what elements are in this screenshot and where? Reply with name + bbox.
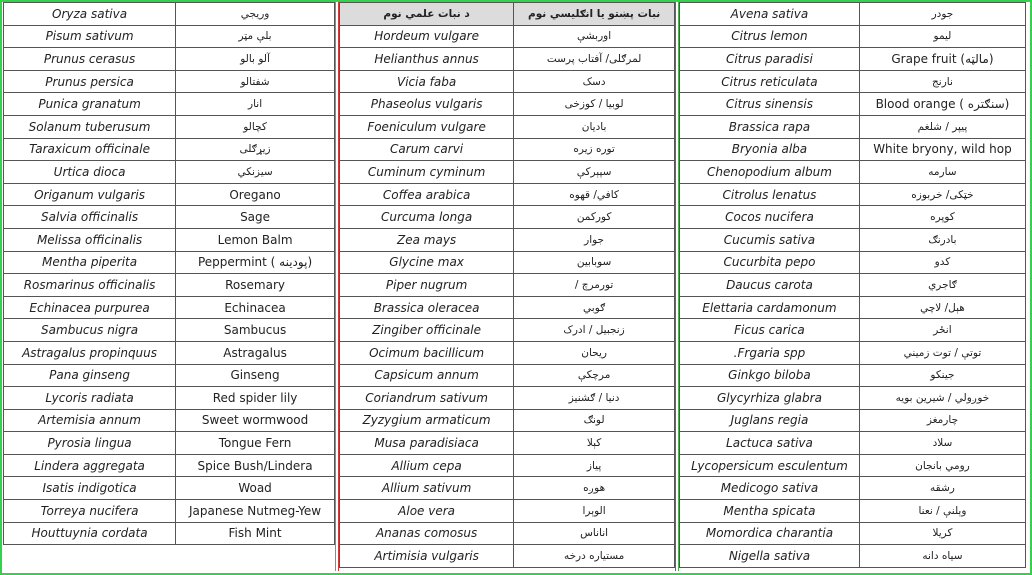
scientific-name-cell: Oryza sativa (4, 3, 176, 26)
table-row (4, 48, 335, 71)
scientific-name-cell: Pyrosia lingua (4, 432, 176, 455)
scientific-name-cell: Ficus carica (680, 319, 860, 342)
table-row (340, 228, 675, 251)
common-name-cell: Fish Mint (176, 522, 335, 545)
table-row (4, 138, 335, 161)
table-row (340, 477, 675, 500)
scientific-name-cell: Coffea arabica (340, 183, 514, 206)
table-row (4, 296, 335, 319)
common-name-cell: اوربشې (514, 25, 675, 48)
common-name-cell: اناناس (514, 522, 675, 545)
plant-table (3, 2, 335, 545)
table-row (680, 319, 1026, 342)
scientific-name-cell: Chenopodium album (680, 161, 860, 184)
common-name-cell: کدو (859, 251, 1025, 274)
plant-table-left (3, 2, 336, 571)
table-row (4, 387, 335, 410)
table-row (680, 341, 1026, 364)
table-row (340, 274, 675, 297)
plant-table (679, 2, 1026, 568)
scientific-name-cell: Daucus carota (680, 274, 860, 297)
table-row (4, 341, 335, 364)
scientific-name-cell: Cocos nucifera (680, 206, 860, 229)
scientific-name-cell: Momordica charantia (680, 522, 860, 545)
table-row (4, 70, 335, 93)
scientific-name-cell: Pisum sativum (4, 25, 176, 48)
common-name-cell: جوار (514, 228, 675, 251)
common-name-cell: توتې / توت زمیني (859, 341, 1025, 364)
scientific-name-cell: Capsicum annum (340, 364, 514, 387)
common-name-cell: بادرنګ (859, 228, 1025, 251)
common-name-cell: وېلنې / نعنا (859, 500, 1025, 523)
common-name-cell: توره زیره (514, 138, 675, 161)
common-name-cell: ګوبي (514, 296, 675, 319)
scientific-name-cell: Vicia faba (340, 70, 514, 93)
table-header-row (340, 3, 675, 26)
table-row (680, 70, 1026, 93)
scientific-name-cell: Glycine max (340, 251, 514, 274)
common-name-cell: White bryony, wild hop (859, 138, 1025, 161)
table-row (340, 522, 675, 545)
scientific-name-cell: Rosmarinus officinalis (4, 274, 176, 297)
table-row (4, 251, 335, 274)
table-row (680, 115, 1026, 138)
common-name-cell: Sweet wormwood (176, 409, 335, 432)
table-row (680, 409, 1026, 432)
common-name-cell: Peppermint ( پودینه) (176, 251, 335, 274)
common-name-cell: Ginseng (176, 364, 335, 387)
table-row (340, 93, 675, 116)
scientific-name-cell: Isatis indigotica (4, 477, 176, 500)
table-row (680, 274, 1026, 297)
table-row (340, 183, 675, 206)
scientific-name-cell: Helianthus annus (340, 48, 514, 71)
scientific-name-cell: Carum carvi (340, 138, 514, 161)
table-row (680, 93, 1026, 116)
common-name-cell: پيپر / شلغم (859, 115, 1025, 138)
table-row (680, 522, 1026, 545)
table-row (340, 409, 675, 432)
scientific-name-cell: Citrus reticulata (680, 70, 860, 93)
header-common-name: نبات پښتو يا انګليسي نوم (514, 3, 675, 26)
table-row (680, 228, 1026, 251)
table-row (680, 387, 1026, 410)
table-row (340, 48, 675, 71)
common-name-cell: دسک (514, 70, 675, 93)
common-name-cell: کوپره (859, 206, 1025, 229)
table-row (340, 432, 675, 455)
scientific-name-cell: Punica granatum (4, 93, 176, 116)
common-name-cell: سپېرکې (514, 161, 675, 184)
scientific-name-cell: Zingiber officinale (340, 319, 514, 342)
table-row (340, 364, 675, 387)
scientific-name-cell: Glycyrhiza glabra (680, 387, 860, 410)
table-row (680, 432, 1026, 455)
common-name-cell: خوږولي / شيرين بويه (859, 387, 1025, 410)
common-name-cell: لوبیا / کوزخی (514, 93, 675, 116)
table-row (4, 319, 335, 342)
table-row (4, 364, 335, 387)
scientific-name-cell: Bryonia alba (680, 138, 860, 161)
table-row (4, 25, 335, 48)
scientific-name-cell: Citrus sinensis (680, 93, 860, 116)
table-row (4, 206, 335, 229)
scientific-name-cell: Citrus paradisi (680, 48, 860, 71)
common-name-cell: هوږه (514, 477, 675, 500)
common-name-cell: Japanese Nutmeg-Yew (176, 500, 335, 523)
table-row (4, 93, 335, 116)
common-name-cell: زنجبیل / ادرک (514, 319, 675, 342)
common-name-cell: شفتالو (176, 70, 335, 93)
common-name-cell: وريجي (176, 3, 335, 26)
scientific-name-cell: Elettaria cardamonum (680, 296, 860, 319)
common-name-cell: جودر (859, 3, 1025, 26)
scientific-name-cell: Foeniculum vulgare (340, 115, 514, 138)
common-name-cell: انځر (859, 319, 1025, 342)
table-row (680, 454, 1026, 477)
scientific-name-cell: Cucurbita pepo (680, 251, 860, 274)
scientific-name-cell: .Frgaria spp (680, 341, 860, 364)
scientific-name-cell: Melissa officinalis (4, 228, 176, 251)
table-row (340, 545, 675, 568)
scientific-name-cell: Allium sativum (340, 477, 514, 500)
common-name-cell: کريلا (859, 522, 1025, 545)
common-name-cell: Rosemary (176, 274, 335, 297)
table-row (340, 319, 675, 342)
scientific-name-cell: Lactuca sativa (680, 432, 860, 455)
scientific-name-cell: Solanum tuberusum (4, 115, 176, 138)
common-name-cell: آلو بالو (176, 48, 335, 71)
table-row (680, 3, 1026, 26)
table-row (4, 454, 335, 477)
scientific-name-cell: Ananas comosus (340, 522, 514, 545)
common-name-cell: Echinacea (176, 296, 335, 319)
scientific-name-cell: Prunus persica (4, 70, 176, 93)
scientific-name-cell: Medicogo sativa (680, 477, 860, 500)
common-name-cell: لمرګلی/ آفتاب پرست (514, 48, 675, 71)
common-name-cell: الوېرا (514, 500, 675, 523)
table-row (680, 477, 1026, 500)
common-name-cell: هېل/ لاچي (859, 296, 1025, 319)
common-name-cell: ليمو (859, 25, 1025, 48)
scientific-name-cell: Mentha piperita (4, 251, 176, 274)
common-name-cell: جينکو (859, 364, 1025, 387)
common-name-cell: سوبابين (514, 251, 675, 274)
table-row (680, 364, 1026, 387)
table-row (4, 432, 335, 455)
scientific-name-cell: Brassica oleracea (340, 296, 514, 319)
table-row (4, 183, 335, 206)
scientific-name-cell: Citrus lemon (680, 25, 860, 48)
scientific-name-cell: Cuminum cyminum (340, 161, 514, 184)
scientific-name-cell: Coriandrum sativum (340, 387, 514, 410)
scientific-name-cell: Taraxicum officinale (4, 138, 176, 161)
common-name-cell: Grape fruit (مالټه) (859, 48, 1025, 71)
common-name-cell: پیاز (514, 454, 675, 477)
table-row (4, 522, 335, 545)
table-row (340, 251, 675, 274)
common-name-cell: Tongue Fern (176, 432, 335, 455)
scientific-name-cell: Astragalus propinquus (4, 341, 176, 364)
common-name-cell: بلې مټر (176, 25, 335, 48)
table-row (680, 48, 1026, 71)
table-row (680, 500, 1026, 523)
common-name-cell: دنيا / ګشنيز (514, 387, 675, 410)
table-row (340, 454, 675, 477)
scientific-name-cell: Zyzygium armaticum (340, 409, 514, 432)
scientific-name-cell: Ginkgo biloba (680, 364, 860, 387)
common-name-cell: زيړګلی (176, 138, 335, 161)
table-row (680, 25, 1026, 48)
common-name-cell: سياه دانه (859, 545, 1025, 568)
common-name-cell: سيزنکي (176, 161, 335, 184)
scientific-name-cell: Lycoris radiata (4, 387, 176, 410)
scientific-name-cell: Torreya nucifera (4, 500, 176, 523)
scientific-name-cell: Pana ginseng (4, 364, 176, 387)
common-name-cell: چارمغز (859, 409, 1025, 432)
table-row (4, 115, 335, 138)
common-name-cell: مستياره درخه (514, 545, 675, 568)
table-row (340, 341, 675, 364)
scientific-name-cell: Avena sativa (680, 3, 860, 26)
common-name-cell: رومي بانجان (859, 454, 1025, 477)
common-name-cell: Sage (176, 206, 335, 229)
table-row (340, 115, 675, 138)
common-name-cell: خټکی/ خربوزه (859, 183, 1025, 206)
scientific-name-cell: Echinacea purpurea (4, 296, 176, 319)
common-name-cell: نارنج (859, 70, 1025, 93)
scientific-name-cell: Allium cepa (340, 454, 514, 477)
common-name-cell: Red spider lily (176, 387, 335, 410)
scientific-name-cell: Artemisia annum (4, 409, 176, 432)
plant-table-middle (338, 2, 676, 571)
common-name-cell: مرچکې (514, 364, 675, 387)
scientific-name-cell: Lycopersicum esculentum (680, 454, 860, 477)
scientific-name-cell: Hordeum vulgare (340, 25, 514, 48)
common-name-cell: Astragalus (176, 341, 335, 364)
common-name-cell: ګاجري (859, 274, 1025, 297)
common-name-cell: Sambucus (176, 319, 335, 342)
table-row (680, 296, 1026, 319)
scientific-name-cell: Aloe vera (340, 500, 514, 523)
table-row (340, 138, 675, 161)
common-name-cell: تورمرچ / (514, 274, 675, 297)
scientific-name-cell: Salvia officinalis (4, 206, 176, 229)
scientific-name-cell: Origanum vulgaris (4, 183, 176, 206)
scientific-name-cell: Juglans regia (680, 409, 860, 432)
scientific-name-cell: Cucumis sativa (680, 228, 860, 251)
common-name-cell: لونګ (514, 409, 675, 432)
scientific-name-cell: Sambucus nigra (4, 319, 176, 342)
table-row (340, 296, 675, 319)
scientific-name-cell: Ocimum bacillicum (340, 341, 514, 364)
common-name-cell: سلاد (859, 432, 1025, 455)
table-row (340, 206, 675, 229)
scientific-name-cell: Musa paradisiaca (340, 432, 514, 455)
table-row (4, 161, 335, 184)
table-row (680, 251, 1026, 274)
table-row (4, 3, 335, 26)
table-row (4, 500, 335, 523)
scientific-name-cell: Phaseolus vulgaris (340, 93, 514, 116)
table-row (340, 500, 675, 523)
scientific-name-cell: Artimisia vulgaris (340, 545, 514, 568)
scientific-name-cell: Lindera aggregata (4, 454, 176, 477)
scientific-name-cell: Curcuma longa (340, 206, 514, 229)
table-row (680, 545, 1026, 568)
table-row (340, 161, 675, 184)
common-name-cell: کچالو (176, 115, 335, 138)
table-row (4, 274, 335, 297)
scientific-name-cell: Prunus cerasus (4, 48, 176, 71)
table-row (340, 387, 675, 410)
header-scientific-name: د نبات علمي نوم (340, 3, 514, 26)
plant-table (339, 2, 675, 568)
plant-table-right (678, 2, 1026, 571)
common-name-cell: ریحان (514, 341, 675, 364)
table-row (4, 477, 335, 500)
table-row (340, 25, 675, 48)
table-row (4, 409, 335, 432)
common-name-cell: بادیان (514, 115, 675, 138)
scientific-name-cell: Urtica dioca (4, 161, 176, 184)
common-name-cell: انار (176, 93, 335, 116)
common-name-cell: کېلا (514, 432, 675, 455)
common-name-cell: Blood orange ( سنګتره) (859, 93, 1025, 116)
scientific-name-cell: Brassica rapa (680, 115, 860, 138)
table-row (340, 70, 675, 93)
common-name-cell: سارمه (859, 161, 1025, 184)
scientific-name-cell: Mentha spicata (680, 500, 860, 523)
common-name-cell: Oregano (176, 183, 335, 206)
scientific-name-cell: Zea mays (340, 228, 514, 251)
table-row (680, 138, 1026, 161)
common-name-cell: کافي/ قهوه (514, 183, 675, 206)
scientific-name-cell: Nigella sativa (680, 545, 860, 568)
common-name-cell: کورکمن (514, 206, 675, 229)
table-row (4, 228, 335, 251)
common-name-cell: Spice Bush/Lindera (176, 454, 335, 477)
table-row (680, 161, 1026, 184)
common-name-cell: Lemon Balm (176, 228, 335, 251)
scientific-name-cell: Citrolus lenatus (680, 183, 860, 206)
scientific-name-cell: Houttuynia cordata (4, 522, 176, 545)
common-name-cell: Woad (176, 477, 335, 500)
common-name-cell: رشقه (859, 477, 1025, 500)
table-row (680, 183, 1026, 206)
scientific-name-cell: Piper nugrum (340, 274, 514, 297)
table-row (680, 206, 1026, 229)
